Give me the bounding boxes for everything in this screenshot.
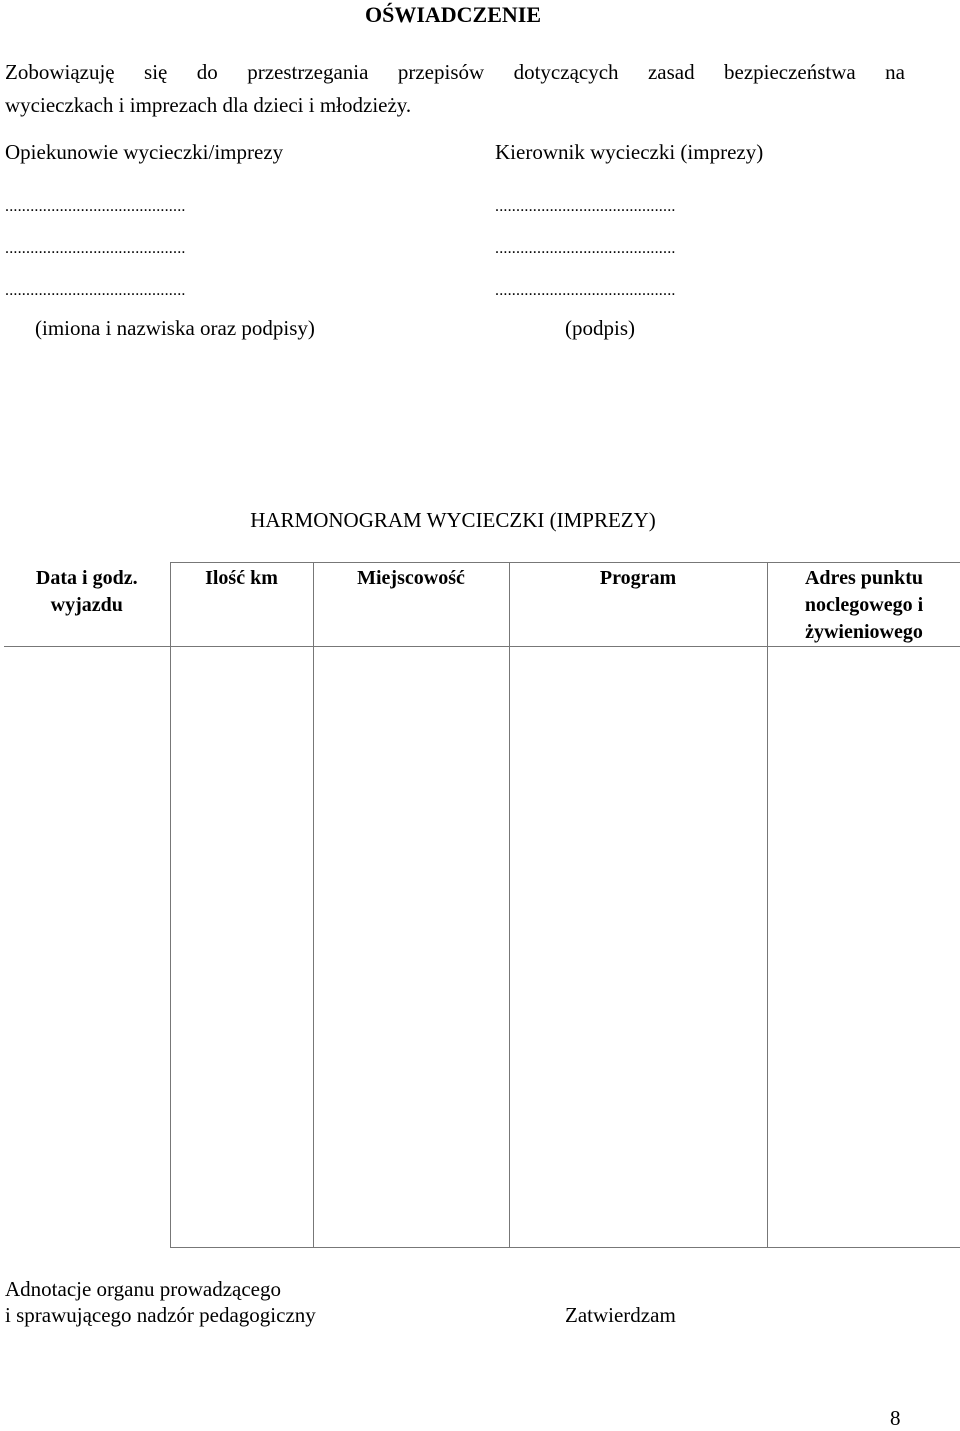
table-cell-place[interactable]	[313, 647, 509, 1248]
column-header-place: Miejscowość	[313, 563, 509, 647]
leader-heading: Kierownik wycieczki (imprezy)	[495, 140, 764, 164]
declaration-line-2: wycieczkach i imprezach dla dzieci i młodzieży.	[5, 93, 412, 117]
annotation-line-1: Adnotacje organu prowadzącego	[5, 1277, 281, 1301]
leader-signature-line-2: ...........................................	[495, 240, 676, 257]
approval-label: Zatwierdzam	[565, 1303, 676, 1327]
table-cell-program[interactable]	[509, 647, 767, 1248]
table-cell-km[interactable]	[170, 647, 313, 1248]
annotation-line-2: i sprawującego nadzór pedagogiczny	[5, 1303, 316, 1327]
guardian-signature-line-3: ...........................................	[5, 282, 186, 299]
page-number: 8	[890, 1406, 901, 1430]
leader-signature-line-1: ...........................................	[495, 198, 676, 215]
column-header-km: Ilość km	[170, 563, 313, 647]
guardians-heading: Opiekunowie wycieczki/imprezy	[5, 140, 284, 164]
schedule-title: HARMONOGRAM WYCIECZKI (IMPREZY)	[250, 508, 656, 532]
document-title: OŚWIADCZENIE	[364, 2, 542, 27]
declaration-text	[5, 56, 905, 122]
column-header-date: Data i godz. wyjazdu	[4, 563, 170, 647]
leader-signature-line-3: ...........................................	[495, 282, 676, 299]
column-header-address: Adres punktu noclegowego i żywieniowego	[767, 563, 960, 647]
table-row	[4, 647, 960, 1248]
table-cell-date[interactable]	[4, 647, 170, 1248]
guardian-signature-line-1: ...........................................	[5, 198, 186, 215]
leader-caption: (podpis)	[565, 316, 635, 340]
column-header-program: Program	[509, 563, 767, 647]
table-cell-address[interactable]	[767, 647, 960, 1248]
schedule-header-row	[4, 563, 960, 647]
guardians-caption: (imiona i nazwiska oraz podpisy)	[35, 316, 315, 340]
schedule-table	[4, 562, 960, 1248]
guardian-signature-line-2: ...........................................	[5, 240, 186, 257]
declaration-line-1: Zobowiązuję się do przestrzegania przepisów dotyczących zasad bezpieczeństwa na	[5, 60, 905, 84]
